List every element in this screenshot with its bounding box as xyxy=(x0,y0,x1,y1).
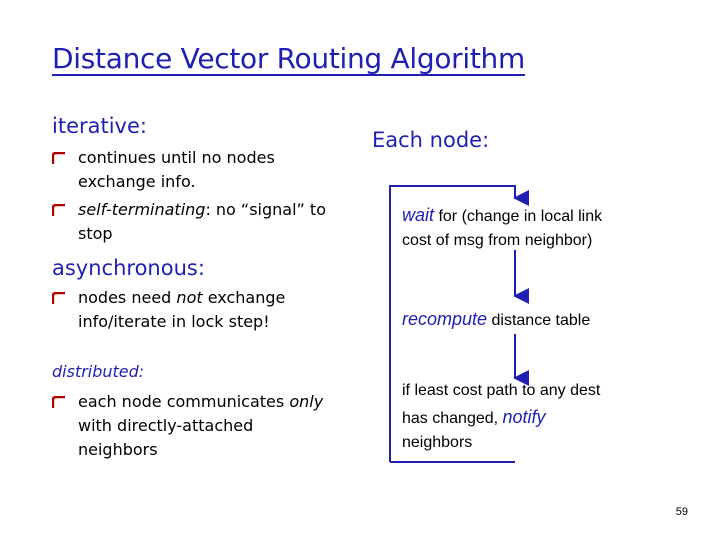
list-item: continues until no nodes exchange info. xyxy=(52,146,338,194)
iterative-heading: iterative: xyxy=(52,114,147,138)
bullet-icon xyxy=(52,396,66,409)
step-notify-line3: neighbors xyxy=(402,434,473,451)
step-wait-line2: cost of msg from neighbor) xyxy=(402,232,593,249)
bullet-icon xyxy=(52,204,66,217)
bullet-icon xyxy=(52,152,66,165)
asynchronous-heading: asynchronous: xyxy=(52,256,205,280)
list-item: each node communicates only with directly-attached neighbors xyxy=(52,390,328,462)
step-notify-line1: if least cost path to any dest xyxy=(402,382,601,399)
bullet-icon xyxy=(52,292,66,305)
list-item: self-terminating: no “signal” to stop xyxy=(52,198,338,246)
each-node-heading: Each node: xyxy=(372,128,490,152)
distributed-heading: distributed: xyxy=(52,362,145,381)
step-recompute: recompute distance table xyxy=(402,309,591,329)
list-item: nodes need not exchange info/iterate in lock step! xyxy=(52,286,338,334)
slide-title: Distance Vector Routing Algorithm xyxy=(52,42,525,75)
page-number: 59 xyxy=(675,506,688,518)
step-notify: has changed, notify xyxy=(402,407,546,427)
step-wait: wait for (change in local link xyxy=(402,205,603,225)
